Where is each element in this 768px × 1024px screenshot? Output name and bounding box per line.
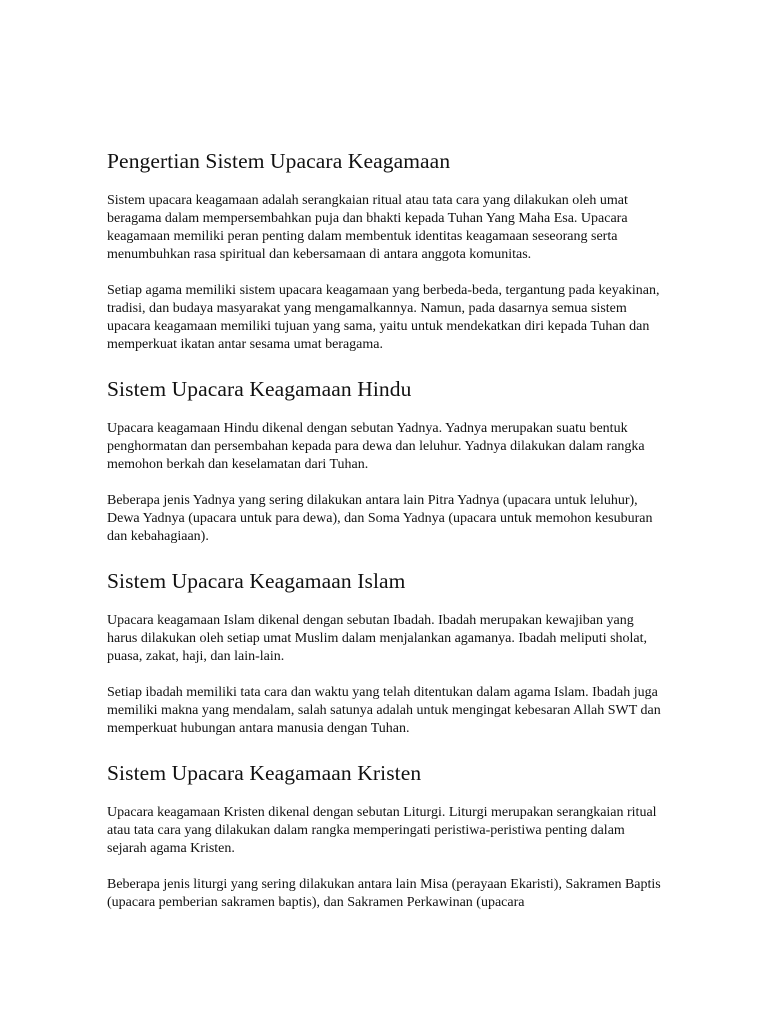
section-heading: Sistem Upacara Keagamaan Hindu	[107, 377, 412, 401]
paragraph: Setiap agama memiliki sistem upacara keagamaan yang berbeda-beda, tergantung pada keyakinan, tradisi, dan budaya masyarakat yang mengamalkannya. Namun, pada dasarnya semua sistem upacara keagamaan memiliki tujuan yang sama, yaitu untuk mendekatkan diri kepada Tuhan dan memperkuat ikatan antar sesama umat beragama.	[107, 283, 660, 352]
paragraph: Upacara keagamaan Kristen dikenal dengan sebutan Liturgi. Liturgi merupakan serangkaian ritual atau tata cara yang dilakukan dalam rangka memperingati peristiwa-peristiwa penting dalam sejarah agama Kristen.	[107, 805, 657, 856]
paragraph: Beberapa jenis liturgi yang sering dilakukan antara lain Misa (perayaan Ekaristi), Sakramen Baptis (upacara pemberian sakramen baptis), dan Sakramen Perkawinan (upacara	[107, 877, 661, 910]
document-page	[107, 148, 667, 930]
section-heading: Sistem Upacara Keagamaan Islam	[107, 569, 406, 593]
section-heading: Sistem Upacara Keagamaan Kristen	[107, 761, 422, 785]
section-kristen	[107, 760, 667, 912]
paragraph: Beberapa jenis Yadnya yang sering dilakukan antara lain Pitra Yadnya (upacara untuk leluhur), Dewa Yadnya (upacara untuk para dewa), dan Soma Yadnya (upacara untuk memohon kesuburan dan kebahagiaan).	[107, 493, 653, 544]
paragraph: Sistem upacara keagamaan adalah serangkaian ritual atau tata cara yang dilakukan oleh umat beragama dalam mempersembahkan puja dan bhakti kepada Tuhan Yang Maha Esa. Upacara keagamaan memiliki peran penting dalam membentuk identitas keagamaan seseorang serta menumbuhkan rasa spiritual dan kebersamaan di antara anggota komunitas.	[107, 193, 628, 262]
paragraph: Setiap ibadah memiliki tata cara dan waktu yang telah ditentukan dalam agama Islam. Ibadah juga memiliki makna yang mendalam, salah satunya adalah untuk mengingat kebesaran Allah SWT dan memperkuat hubungan antara manusia dengan Tuhan.	[107, 685, 661, 736]
section-hindu	[107, 376, 667, 546]
paragraph: Upacara keagamaan Hindu dikenal dengan sebutan Yadnya. Yadnya merupakan suatu bentuk penghormatan dan persembahan kepada para dewa dan leluhur. Yadnya dilakukan dalam rangka memohon berkah dan keselamatan dari Tuhan.	[107, 421, 645, 472]
section-heading: Pengertian Sistem Upacara Keagamaan	[107, 149, 451, 173]
section-pengertian	[107, 148, 667, 354]
paragraph: Upacara keagamaan Islam dikenal dengan sebutan Ibadah. Ibadah merupakan kewajiban yang harus dilakukan oleh setiap umat Muslim dalam menjalankan agamanya. Ibadah meliputi sholat, puasa, zakat, haji, dan lain-lain.	[107, 613, 648, 664]
section-islam	[107, 568, 667, 738]
